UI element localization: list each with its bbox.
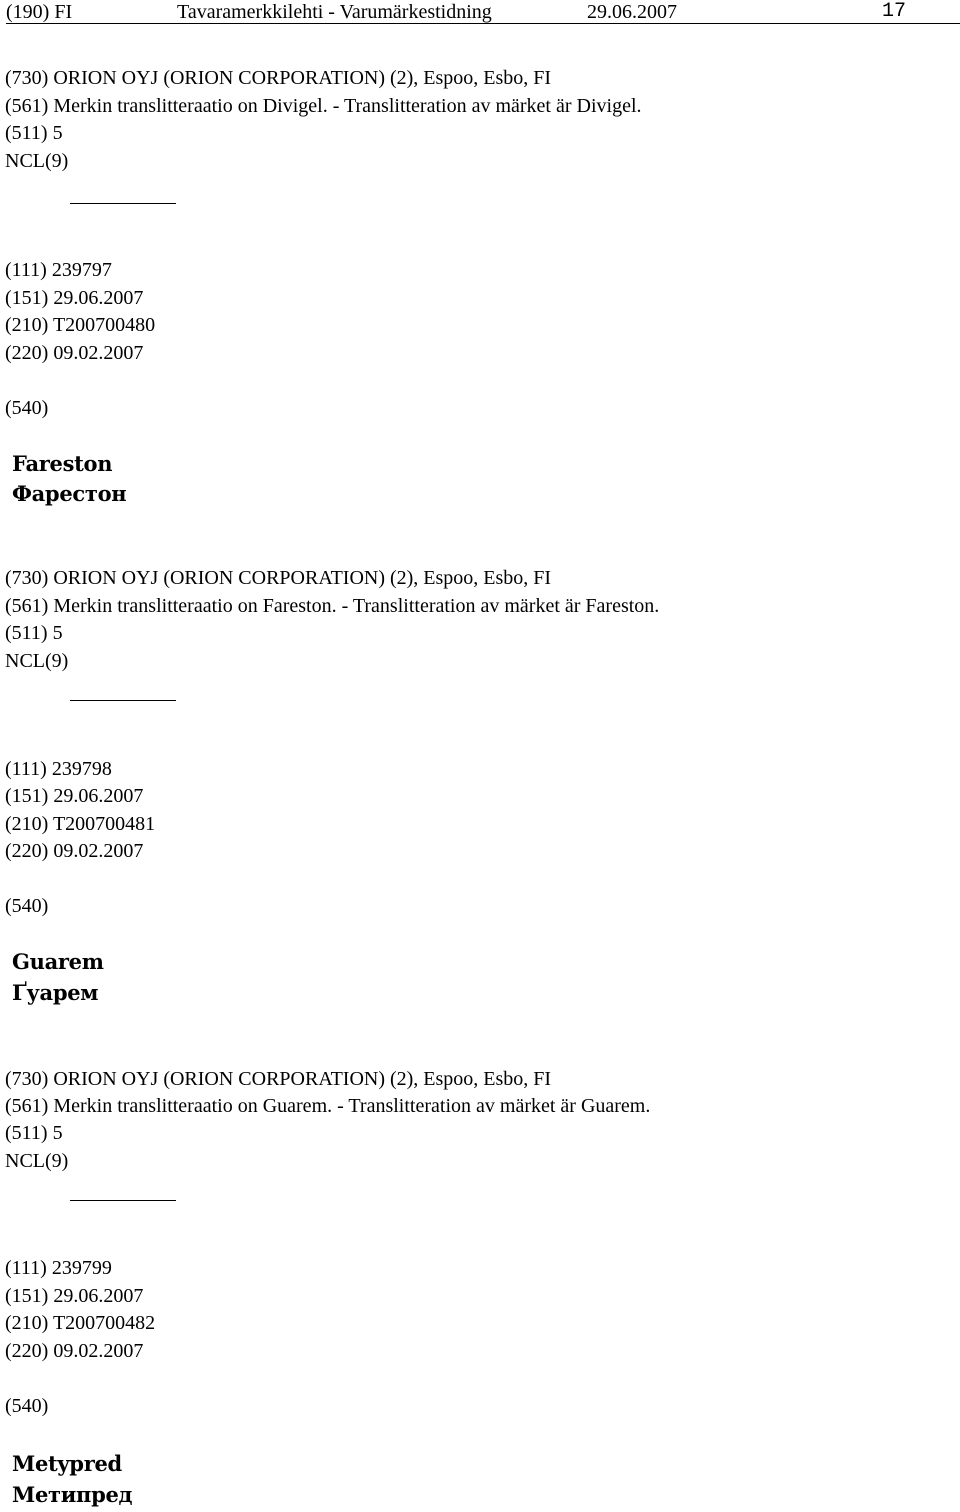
entry2-mark-label: (540) [5,895,49,917]
entry3-mark-cyrillic: Метипред [12,1482,133,1507]
entry2-regdate: (151) 29.06.2007 [5,785,144,807]
entry1-owner: (730) ORION OYJ (ORION CORPORATION) (2), Espoo, Esbo, FI [5,567,552,589]
entry-separator [70,700,176,701]
entry3-reg: (111) 239799 [5,1257,112,1279]
header-title: Tavaramerkkilehti - Varumärkestidning [177,1,492,23]
entry1-mark-latin: Fareston [12,451,113,476]
entry2-appno: (210) T200700481 [5,813,156,835]
header-code: (190) FI [6,1,73,23]
entry1-classes: (511) 5 [5,622,63,644]
entry2-filing: (220) 09.02.2007 [5,840,144,862]
entry3-mark-latin: Metypred [12,1451,122,1476]
entry2-reg: (111) 239798 [5,758,112,780]
entry2-owner: (730) ORION OYJ (ORION CORPORATION) (2), Espoo, Esbo, FI [5,1068,552,1090]
entry1-regdate: (151) 29.06.2007 [5,287,144,309]
page-number: 17 [882,0,907,23]
entry3-appno: (210) T200700482 [5,1312,156,1334]
entry3-mark-label: (540) [5,1395,49,1417]
entry1-filing: (220) 09.02.2007 [5,342,144,364]
entry0-owner: (730) ORION OYJ (ORION CORPORATION) (2), Espoo, Esbo, FI [5,67,552,89]
entry1-mark-cyrillic: Фарестон [12,481,127,506]
entry1-reg: (111) 239797 [5,259,112,281]
entry2-mark-latin: Guarem [12,949,104,974]
entry1-mark-label: (540) [5,397,49,419]
entry-separator [70,1200,176,1201]
entry0-classes: (511) 5 [5,122,63,144]
entry3-filing: (220) 09.02.2007 [5,1340,144,1362]
entry0-translit: (561) Merkin translitteraatio on Divigel. - Translitteration av märket är Divigel. [5,95,642,117]
entry2-classes: (511) 5 [5,1122,63,1144]
entry2-mark-cyrillic: Ґуарем [12,980,99,1005]
page-header [0,0,960,26]
entry1-appno: (210) T200700480 [5,314,156,336]
entry-separator [70,203,176,204]
entry1-translit: (561) Merkin translitteraatio on Fareston. - Translitteration av märket är Fareston. [5,595,660,617]
entry1-ncl: NCL(9) [5,650,69,672]
header-date: 29.06.2007 [587,1,677,23]
entry2-translit: (561) Merkin translitteraatio on Guarem. - Translitteration av märket är Guarem. [5,1095,651,1117]
entry3-regdate: (151) 29.06.2007 [5,1285,144,1307]
header-rule [6,23,960,24]
entry0-ncl: NCL(9) [5,150,69,172]
entry2-ncl: NCL(9) [5,1150,69,1172]
